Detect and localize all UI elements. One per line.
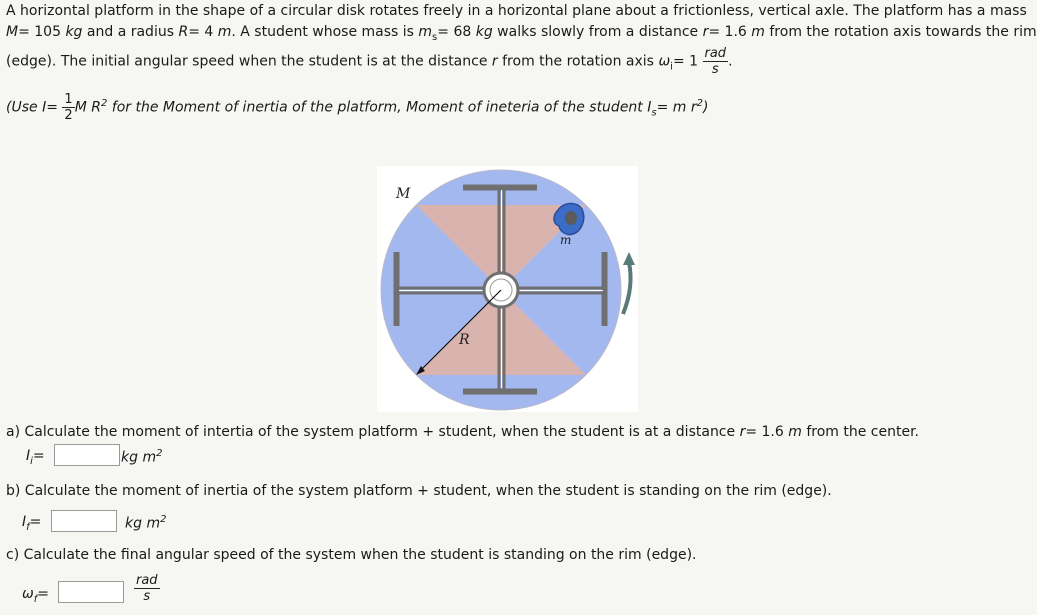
answer-c-input[interactable] xyxy=(58,581,124,603)
student-mass-unit: kg xyxy=(475,24,493,40)
text: from the center. xyxy=(801,424,920,440)
question-a-text xyxy=(6,424,919,440)
subscript: f xyxy=(33,593,38,605)
half-fraction xyxy=(62,92,74,123)
text: I xyxy=(26,448,31,464)
label-R: R xyxy=(459,332,470,348)
text: and a radius xyxy=(82,24,179,40)
problem-line-2 xyxy=(6,24,1037,43)
rotation-arrow xyxy=(623,262,631,314)
superscript: 2 xyxy=(160,514,167,525)
text: = xyxy=(32,448,45,464)
label-m: m xyxy=(560,233,572,247)
omega-symbol: ω xyxy=(658,53,671,70)
text: I xyxy=(22,514,27,530)
omega-value: = 1 xyxy=(672,53,699,70)
student-head xyxy=(565,211,577,225)
frac-numerator: rad xyxy=(136,573,158,588)
subscript: i xyxy=(670,61,673,73)
problem-line-1: A horizontal platform in the shape of a circular disk rotates freely in a horizontal plane about a frictionless, vertical axle. The platform has a mass xyxy=(6,3,1027,19)
rad-per-s-fraction xyxy=(134,573,160,604)
text: = xyxy=(29,514,42,530)
text: M R xyxy=(74,99,101,116)
rotation-arrowhead xyxy=(623,252,635,265)
subscript: s xyxy=(432,31,438,43)
answer-b-unit xyxy=(125,514,166,532)
answer-b-label xyxy=(22,514,41,533)
answer-c-label xyxy=(22,586,49,605)
text: ) xyxy=(703,99,709,116)
answer-a-unit xyxy=(121,448,162,466)
superscript: 2 xyxy=(156,448,163,459)
text: kg m xyxy=(125,515,161,532)
subscript: i xyxy=(30,455,33,467)
superscript: 2 xyxy=(100,97,108,109)
distance-unit: m xyxy=(751,24,765,40)
student-mass-symbol: m xyxy=(418,24,433,40)
radius-unit: m xyxy=(217,24,232,40)
text: m r xyxy=(672,99,697,116)
frac-numerator: rad xyxy=(704,46,727,61)
mass-value: = 105 xyxy=(18,24,66,40)
omega-symbol: ω xyxy=(22,586,34,602)
radius-symbol: R xyxy=(178,24,189,40)
text: = xyxy=(37,586,49,602)
text: kg m xyxy=(121,449,157,466)
text: from the rotation axis xyxy=(497,53,659,70)
text: (Use xyxy=(6,99,43,116)
frac-denominator: 2 xyxy=(64,108,73,123)
distance-value: = 1.6 xyxy=(708,24,752,40)
distance-symbol: r xyxy=(491,53,498,70)
distance-value: = 1.6 xyxy=(745,424,789,440)
frac-denominator: s xyxy=(143,589,151,604)
superscript: 2 xyxy=(696,97,704,109)
text: walks slowly from a distance xyxy=(492,24,703,40)
distance-unit: m xyxy=(788,424,802,440)
inertia-symbol: I xyxy=(42,99,47,116)
platform-figure xyxy=(377,166,638,412)
text: = xyxy=(46,99,58,116)
answer-a-input[interactable] xyxy=(54,444,120,466)
label-M: M xyxy=(396,186,411,202)
frac-denominator: s xyxy=(711,62,719,77)
text: . A student whose mass is xyxy=(231,24,419,40)
mass-symbol: M xyxy=(6,24,19,40)
subscript: f xyxy=(26,521,30,533)
distance-symbol: r xyxy=(739,424,746,440)
subscript: s xyxy=(651,107,657,119)
problem-line-3 xyxy=(6,46,733,77)
text: . xyxy=(728,53,733,70)
frac-numerator: 1 xyxy=(64,92,73,107)
text: = xyxy=(656,99,673,116)
mass-unit: kg xyxy=(65,24,83,40)
question-c-text: c) Calculate the final angular speed of the system when the student is standing on the rim (edge). xyxy=(6,547,697,563)
text: for the Moment of inertia of the platform, Moment of ineteria of the student xyxy=(107,99,648,116)
problem-hint xyxy=(6,92,708,123)
answer-c-unit xyxy=(134,573,160,604)
answer-b-input[interactable] xyxy=(51,510,117,532)
text: a) Calculate the moment of intertia of the system platform + student, when the student is at a distance xyxy=(6,424,740,440)
question-b-text: b) Calculate the moment of inertia of the system platform + student, when the student is standing on the rim (edge). xyxy=(6,483,832,499)
student-mass-value: = 68 xyxy=(437,24,476,40)
text: from the rotation axis towards the rim xyxy=(764,24,1037,40)
distance-symbol: r xyxy=(702,24,709,40)
rad-per-s-fraction xyxy=(703,46,729,77)
answer-a-label xyxy=(26,448,45,467)
inertia-symbol: I xyxy=(647,99,652,116)
rotating-platform-diagram xyxy=(377,166,638,412)
radius-value: = 4 xyxy=(188,24,218,40)
text: (edge). The initial angular speed when the student is at the distance xyxy=(6,53,492,70)
